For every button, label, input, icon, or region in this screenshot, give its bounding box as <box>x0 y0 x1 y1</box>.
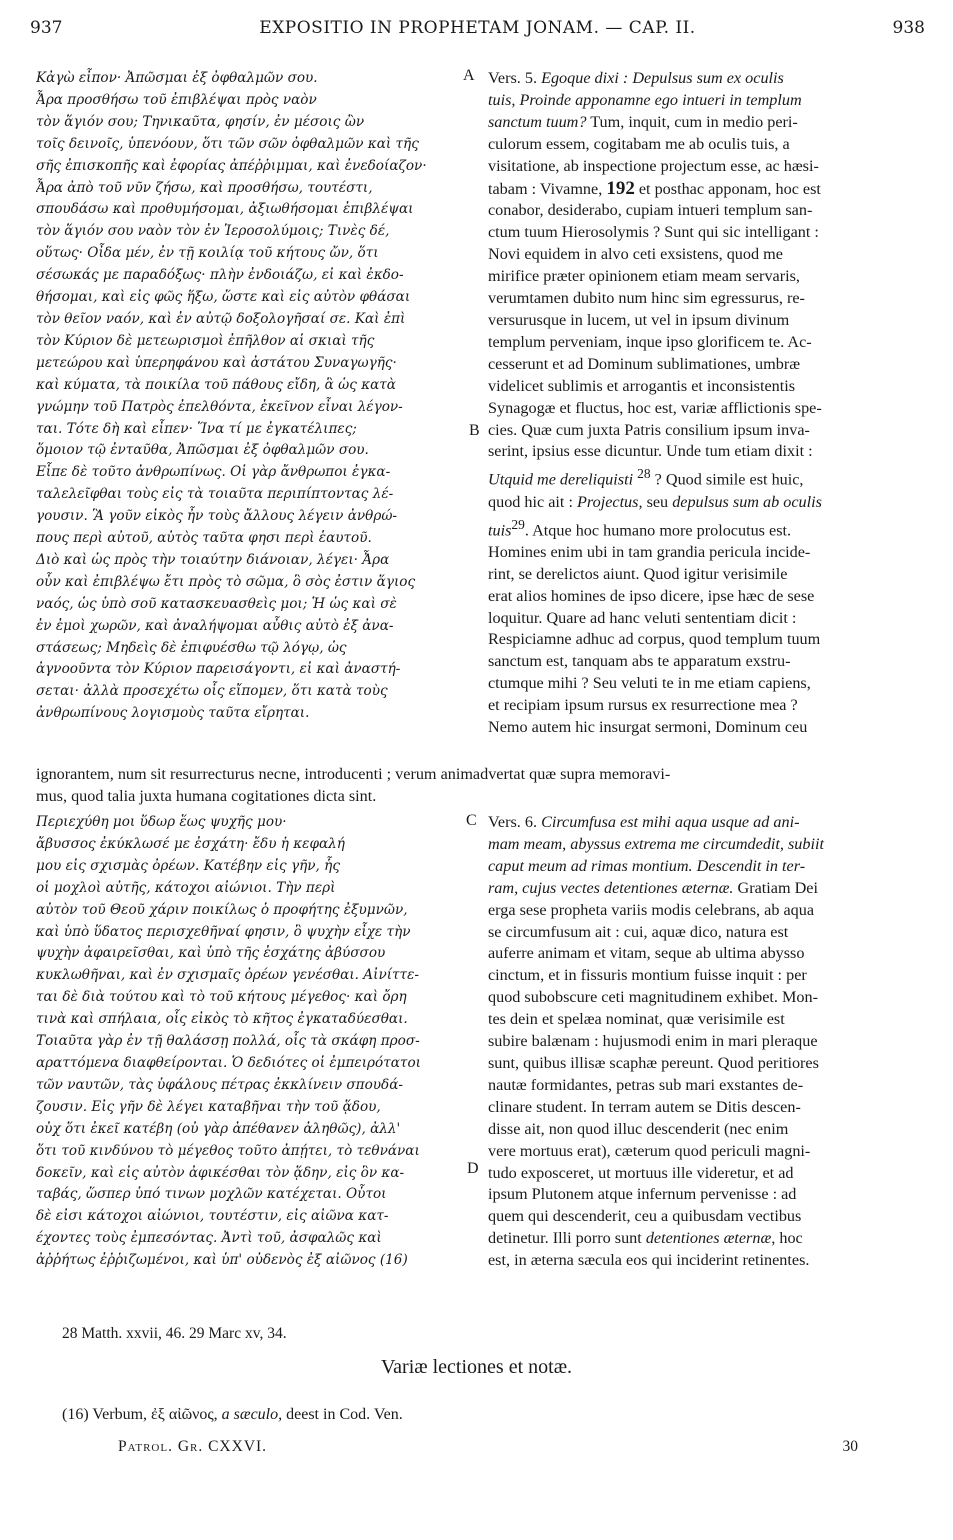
text-line: τὸν Κύριον δὲ μετεωρισμοὶ ἐπῆλθον αἱ σκιαὶ τῆς <box>36 332 375 349</box>
text-line: ἀγνοοῦντα τὸν Κύριον παρεισάγοντι, εἰ καὶ ἀναστή- <box>36 661 401 678</box>
text-line: έχοντες τοὺς ἐμπεσόντας. Ἀντὶ τοῦ, ἀσφαλῶς καὶ <box>36 1230 382 1247</box>
text-line: auferre animam et vitam, seque ab ultima abysso <box>488 944 805 963</box>
latin-line <box>488 1228 920 1250</box>
latin-line <box>488 492 920 514</box>
text-line: conabor, desiderabo, cupiam intueri templum san- <box>488 201 813 220</box>
text-line: στάσεως; Μηδεὶς δὲ ἐπιφυέσθω τῷ λόγῳ, ὡς <box>36 639 347 656</box>
text-line: ignorantem, num sit resurrecturus necne, introducenti ; verum animadvertat quæ supra memoravi- <box>36 765 671 783</box>
text-line: ctumque mihi ? Seu veluti te in me etiam capiens, <box>488 674 811 693</box>
text-line: subire balænam : hujusmodi enim in mari pleraque <box>488 1032 818 1051</box>
text-line: visitatione, ab inspectione projectum esse, ac hæsi- <box>488 156 819 175</box>
text-line: Novi equidem in alvo ceti exsistens, quod me <box>488 245 783 264</box>
full-width-text <box>36 764 921 808</box>
text-line: serint, ipsius esse dicuntur. Unde tum etiam dixit : <box>488 442 813 461</box>
text-line: σῆς ἐπισκοπῆς καὶ ἐφορίας ἀπέῤῥιμμαι, καὶ ἐνεδοίαζον· <box>36 157 427 174</box>
text-line: cies. Quæ cum juxta Patris consilium ipsum inva- <box>488 420 810 439</box>
text-line: nautæ formidantes, petras sub mari exstantes de- <box>488 1075 804 1094</box>
lemma-text: caput meum ad rimas montium. Descendit in ter- <box>488 856 806 875</box>
text-line: γουσιν. Ἃ γοῦν εἰκὸς ἦν τοὺς ἄλλους λέγειν ἀνθρώ- <box>36 508 397 525</box>
text-line: vere mortuus erat), cæterum quod periculi magni- <box>488 1141 811 1160</box>
footer-page-number: 30 <box>842 1438 858 1455</box>
text-line: δοκεῖν, καὶ εἰς αὐτὸν ἀφικέσθαι τὸν ᾅδην, εἰς ὃν κα- <box>36 1164 405 1181</box>
text-line: μετεώρου καὶ ὑπερηφάνου καὶ ἀστάτου Συναγωγῆς· <box>36 354 397 371</box>
text-line: Τοιαῦτα γὰρ ἐν τῇ θαλάσσῃ πολλά, οἷς τὰ σκάφη προσ- <box>36 1033 420 1050</box>
text-line: οὖν καὶ ἐπιβλέψω ἔτι πρὸς τὸ σῶμα, ὃ σὸς ἐστιν ἅγιος <box>36 573 416 590</box>
text-line: οὐχ ὅτι ἐκεῖ κατέβη (οὐ γὰρ ἀπέθανεν ἀληθῶς), ἀλλ' <box>36 1120 401 1137</box>
text-line: τῶν ναυτῶν, τὰς ὑφάλους πέτρας ἐκκλίνειν σπουδά- <box>36 1076 404 1093</box>
text-line: Ἆρα προσθήσω τοῦ ἐπιβλέψαι πρὸς ναὸν <box>36 91 317 108</box>
text-line: ipsum Plutonem atque infernum pervenisse : ad <box>488 1185 797 1204</box>
running-title: EXPOSITIO IN PROPHETAM JONAM. — CAP. II. <box>259 18 696 38</box>
text-line: quod subobscure ceti magnitudinem exhibet. Mon- <box>488 988 818 1007</box>
latin-line <box>488 68 920 90</box>
latin-line <box>488 514 920 542</box>
text-line: ὅτι τοῦ κινδύνου τὸ μέγεθος τοῦτο ἀπῄτει, τὸ τεθνάναι <box>36 1142 420 1159</box>
greek-column-bottom <box>36 812 468 1272</box>
text-line: ταλελεῖφθαι τοὺς εἰς τὰ τοιαῦτα περιπίπτοντας λέ- <box>36 486 394 503</box>
text-line: mus, quod talia juxta humana cogitationes dicta sint. <box>36 786 377 805</box>
text-line: clinare student. In terram autem se Ditis descen- <box>488 1097 801 1116</box>
text-line: Respiciamne adhuc ad corpus, quod templum tuum <box>488 630 821 649</box>
text-line: ζουσιν. Εἰς γῆν δὲ λέγει καταβῆναι τὴν τοῦ ᾅδου, <box>36 1098 381 1115</box>
text-line: οἱ μοχλοὶ αὐτῆς, κάτοχοι αἰώνιοι. Τὴν περὶ <box>36 879 336 896</box>
text-line: ἀῤῥήτως ἐῤῥιζωμένοι, καὶ ὑπ' οὐδενὸς ἐξ αἰῶνος (16) <box>36 1252 408 1269</box>
verse-label: Vers. 5. <box>488 69 538 87</box>
text-line: ἐν ἐμοὶ χωρῶν, καὶ ἀναλήψομαι αὖθις αὐτὸ ἐξ ἀνα- <box>36 617 394 634</box>
text-line: Ἆρα ἀπὸ τοῦ νῦν ζήσω, καὶ προσθήσω, τουτέστι, <box>36 179 373 196</box>
variant-note <box>62 1406 403 1424</box>
lemma-text: sanctum tuum? <box>488 112 587 131</box>
text-line: καὶ κύματα, τὰ ποικίλα τοῦ πάθους εἴδη, ἃ ὡς κατὰ <box>36 376 396 393</box>
latin-text: hoc <box>779 1229 803 1248</box>
latin-line <box>488 878 920 900</box>
text-line: ναός, ὡς ὑπὸ σοῦ κατασκευασθεὶς μοι; Ἡ ὡς καὶ σὲ <box>36 595 397 612</box>
text-line: Περιεχύθη μοι ὕδωρ ἕως ψυχῆς μου· <box>36 814 287 830</box>
greek-column-top <box>36 68 468 725</box>
page-number-right: 938 <box>892 18 925 38</box>
running-header <box>30 18 925 44</box>
text-line: se circumfusum ait : cui, aquæ dico, natura est <box>488 922 789 941</box>
text-line: θήσομαι, καὶ εἰς φῶς ἥξω, ὥστε καὶ εἰς αὐτὸν φθάσαι <box>36 289 411 306</box>
text-line: οὕτως· Οἶδα μέν, ἐν τῇ κοιλίᾳ τοῦ κήτους ὤν, ὅτι <box>36 245 379 262</box>
text-line: et recipiam ipsum rursus ex resurrectione mea ? <box>488 696 798 715</box>
text-line: τὸν ἅγιόν σου ναὸν τὸν ἐν Ἱεροσολύμοις; Τινὲς δέ, <box>36 223 390 240</box>
lemma-text: tuis, Proinde apponamne ego intueri in templum <box>488 90 802 109</box>
text-line: Synagogæ et fluctus, hoc est, variæ afflictionis spe- <box>488 398 822 417</box>
latin-text: Tum, inquit, cum in medio peri- <box>590 112 798 131</box>
margin-marker-b: B <box>469 422 480 439</box>
text-line: ταβάς, ὥσπερ ὑπό τινων μοχλῶν κατέχεται. Οὗτοι <box>36 1186 387 1203</box>
margin-marker-a: A <box>463 67 475 84</box>
latin-line <box>488 463 920 491</box>
text-line: τινὰ καὶ σπήλαια, οἷς εἰκὸς τὸ κῆτος ἐγκαταδύεσθαι. <box>36 1011 408 1028</box>
latin-text: et posthac apponam, hoc est <box>638 179 821 198</box>
latin-text: quod hic ait : <box>488 492 573 511</box>
text-line: cinctum, et in fissuris montium fuisse inquit : per <box>488 966 807 985</box>
latin-column-top <box>488 68 920 739</box>
text-line: Εἶπε δὲ τοῦτο ἀνθρωπίνως. Οἱ γὰρ ἄνθρωποι ἐγκα- <box>36 464 391 481</box>
text-line: τὸν θεῖον ναόν, καὶ ἐν αὐτῷ δοξολογῆσαί σε. Καὶ ἐπὶ <box>36 310 406 327</box>
latin-block <box>488 542 920 739</box>
text-line: disse ait, non quod illuc descenderit (nec enim <box>488 1119 789 1138</box>
text-line: γνώμην τοῦ Πατρὸς ἐπελθόντα, ἐκεῖνον εἶναι λέγον- <box>36 398 403 415</box>
note-label: (16) Verbum, <box>62 1406 148 1423</box>
text-line: ἀνθρωπίνους λογισμοὺς ταῦτα εἴρηται. <box>36 705 310 722</box>
page-number-left: 937 <box>30 18 63 38</box>
text-line: αραττόμενα διαφθείρονται. Ὁ δεδιότες οἱ ἐμπειρότατοι <box>36 1054 421 1071</box>
latin-column-bottom <box>488 812 920 1272</box>
text-line: Homines enim ubi in tam grandia pericula incide- <box>488 542 811 561</box>
text-line: cesserunt et ad Dominum sublimationes, umbræ <box>488 354 801 373</box>
text-line: ται δὲ διὰ τούτου καὶ τὸ τοῦ κήτους μέγεθος· καὶ ὄρη <box>36 989 407 1006</box>
quote-text: depulsus sum ab oculis <box>672 492 822 511</box>
footnote-ref: 29 <box>511 516 525 532</box>
text-line: μου εἰς σχισμὰς ὀρέων. Κατέβην εἰς γῆν, ἧς <box>36 857 340 874</box>
page-footer <box>118 1438 858 1462</box>
latin-block <box>488 200 920 463</box>
text-line: σπουδάσω καὶ προθυμήσομαι, ἀξιωθήσομαι ἐπιβλέψαι <box>36 201 414 218</box>
latin-line: est, in æterna sæcula eos qui inciderint retinentes. <box>488 1251 810 1270</box>
text-line: sunt, quibus illisæ scaphæ pereunt. Quod peritiores <box>488 1053 819 1072</box>
quote-text: tuis <box>488 520 512 539</box>
text-line: erat alios homines de ipso dicere, ipse hæc de sese <box>488 586 815 605</box>
latin-line <box>488 112 920 134</box>
text-line: αὐτὸν τοῦ Θεοῦ χάριν ποικίλως ὁ προφήτης ἐξυμνῶν, <box>36 901 408 918</box>
quote-text: Projectus, <box>577 492 643 511</box>
text-line: Διὸ καὶ ὡς πρὸς τὴν τοιαύτην διάνοιαν, λέγει· Ἆρα <box>36 551 390 568</box>
lemma-text: mam meam, abyssus extrema me circumdedit, subiit <box>488 834 824 853</box>
text-line: ὅμοιον τῷ ἐνταῦθα, Ἀπῶσμαι ἐξ ὀφθαλμῶν σου. <box>36 442 369 459</box>
quote-text: Utquid me dereliquisti <box>488 470 634 489</box>
text-line: Nemo autem hic insurgat sermoni, Dominum ceu <box>488 718 808 737</box>
text-line: tes dein et spelæa nominat, quæ verisimile est <box>488 1010 785 1029</box>
text-line: culorum essem, cogitabam me ab oculis tuis, a <box>488 134 790 153</box>
text-line: videlicet sublimis et arrogantis et inconsistentis <box>488 376 796 395</box>
latin-line <box>488 178 920 201</box>
text-line: verumtamen dubito num hinc sim egressurus, re- <box>488 289 805 308</box>
latin-block <box>488 900 920 1229</box>
text-line: tudo exposceret, ut mortuus ille videretur, et ad <box>488 1163 794 1182</box>
text-line: ται. Τότε δὴ καὶ εἶπεν· Ἵνα τί με ἐγκατέλιπες; <box>36 420 357 437</box>
text-line: ψυχὴν ἀφαιρεῖσθαι, καὶ ὑπὸ τῆς ἐσχάτης ἀβύσσου <box>36 945 386 962</box>
latin-text: tabam : Vivamne, <box>488 179 603 198</box>
latin-text: ? Quod simile est huic, <box>654 470 804 489</box>
footnotes: 28 Matth. xxvii, 46. 29 Marc xv, 34. <box>62 1325 287 1342</box>
text-line: πους περὶ αὐτοῦ, αὐτὸς ταῦτα φησι περὶ ἑαυτοῦ. <box>36 530 372 547</box>
text-line: mirifice præter opinionem etiam meam servaris, <box>488 267 800 286</box>
text-line: Κἀγὼ εἶπον· Ἀπῶσμαι ἐξ ὀφθαλμῶν σου. <box>36 70 318 86</box>
lemma-text: ram, cujus vectes detentiones æternæ. <box>488 878 734 897</box>
quote-text: detentiones æternæ, <box>645 1229 776 1248</box>
latin-block <box>488 134 920 178</box>
text-line: καὶ ὑπὸ ὕδατος περισχεθῆναί φησιν, ὃ ψυχὴν εἶχε τὴν <box>36 923 411 940</box>
text-line: ctum tuum Hierosolymis ? Sunt qui sic intelligant : <box>488 223 819 242</box>
text-line: templum perveniam, inque ipso glorificem te. Ac- <box>488 332 812 351</box>
text-line: σέσωκάς με παραδόξως· πλὴν ἐνδοιάζω, εἰ καὶ ἐκδο- <box>36 267 404 284</box>
footer-volume: Patrol. Gr. CXXVI. <box>118 1438 268 1455</box>
text-line: τὸν ἅγιόν σου; Τηνικαῦτα, φησίν, ἐν μέσοις ὢν <box>36 113 365 130</box>
latin-line <box>488 812 920 834</box>
text-line: rint, se derelictos aiunt. Quod igitur verisimile <box>488 564 788 583</box>
lemma-text: Circumfusa est mihi aqua usque ad ani- <box>541 813 800 831</box>
note-latin: a sæculo, <box>221 1406 283 1423</box>
lemma-text: Egoque dixi : Depulsus sum ex oculis <box>541 69 784 87</box>
text-line: sanctum est, tanquam abs te apparatum exstru- <box>488 652 791 671</box>
latin-text: detinetur. Illi porro sunt <box>488 1229 642 1248</box>
margin-marker-d: D <box>467 1160 479 1177</box>
note-text: deest in Cod. Ven. <box>286 1406 403 1423</box>
text-line: δὲ εἰσι κάτοχοι αἰώνιοι, τουτέστιν, εἰς αἰῶνα κατ- <box>36 1208 389 1225</box>
column-number: 192 <box>606 177 635 199</box>
latin-text: . Atque hoc humano more prolocutus est. <box>524 520 792 539</box>
verse-label: Vers. 6. <box>488 813 538 831</box>
note-greek: ἐξ αἰῶνος, <box>151 1406 218 1423</box>
latin-text: seu <box>646 492 669 511</box>
text-line: τοῖς δεινοῖς, ὑπενόουν, ὅτι τῶν σῶν ὀφθαλμῶν καὶ τῆς <box>36 135 419 152</box>
text-line: loquitur. Quare ad hanc veluti sententiam dicit : <box>488 608 797 627</box>
margin-marker-c: C <box>466 812 477 829</box>
text-line: κυκλωθῆναι, καὶ ἐν σχισμαῖς ὀρέων γενέσθαι. Αἰνίττε- <box>36 967 419 984</box>
text-line: quem qui descenderit, ceu a quibusdam vectibus <box>488 1207 802 1226</box>
text-line: versurusque in lucem, ut vel in ipsum divinum <box>488 310 790 329</box>
latin-text: Gratiam Dei <box>737 878 818 897</box>
footnote-ref: 28 <box>637 466 651 482</box>
variae-lectiones-title: Variæ lectiones et notæ. <box>380 1356 573 1378</box>
text-line: erga sese propheta variis modis celebrans, ab aqua <box>488 900 815 919</box>
text-line: ἄβυσσος ἐκύκλωσέ με ἐσχάτη· ἔδυ ἡ κεφαλή <box>36 835 345 852</box>
text-line: σεται· ἀλλὰ προσεχέτω οἷς εἴπομεν, ὅτι κατὰ τοὺς <box>36 683 388 700</box>
